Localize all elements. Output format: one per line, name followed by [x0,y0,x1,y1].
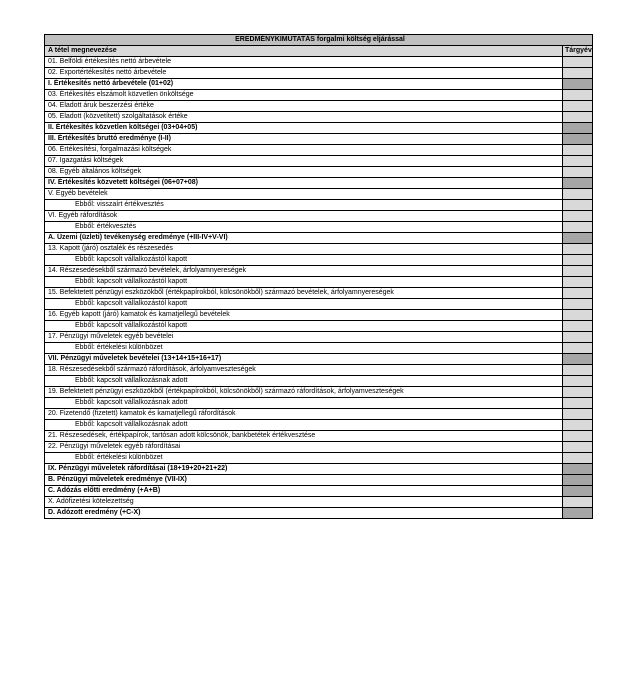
title-row [45,35,593,46]
row-label-cell[interactable]: VI. Egyéb ráfordítások [45,211,563,222]
table-row [45,134,593,145]
row-label-cell[interactable]: B. Pénzügyi műveletek eredménye (VII-IX) [45,475,563,486]
table-row [45,321,593,332]
row-label-cell[interactable]: 13. Kapott (járó) osztalék és részesedés [45,244,563,255]
table-row [45,79,593,90]
row-label-cell[interactable]: Ebből: kapcsolt vállalkozásnak adott [45,376,563,387]
table-row [45,68,593,79]
table-row [45,497,593,508]
value-cell[interactable] [562,398,592,409]
table-row [45,464,593,475]
table-row [45,398,593,409]
value-cell[interactable] [562,409,592,420]
table-row [45,376,593,387]
table-row [45,200,593,211]
value-cell[interactable] [562,365,592,376]
value-cell[interactable] [562,189,592,200]
value-cell[interactable] [562,90,592,101]
row-label-cell[interactable]: VII. Pénzügyi műveletek bevételei (13+14+15+16+17) [45,354,563,365]
table-row [45,255,593,266]
table-row [45,442,593,453]
table-row [45,409,593,420]
value-cell[interactable] [562,332,592,343]
row-label-cell[interactable]: Ebből: kapcsolt vállalkozástól kapott [45,277,563,288]
row-label-cell[interactable]: 06. Értékesítési, forgalmazási költségek [45,145,563,156]
value-cell[interactable] [562,354,592,365]
table-row [45,288,593,299]
value-cell[interactable] [562,123,592,134]
row-label-cell[interactable]: Ebből: visszaírt értékvesztés [45,200,563,211]
table-row [45,145,593,156]
table-row [45,354,593,365]
row-label-cell[interactable]: III. Értékesítés bruttó eredménye (I-II) [45,134,563,145]
table-row [45,167,593,178]
row-label-cell[interactable]: 17. Pénzügyi műveletek egyéb bevételei [45,332,563,343]
value-cell[interactable] [562,145,592,156]
value-cell[interactable] [562,442,592,453]
row-label-cell[interactable]: Ebből: kapcsolt vállalkozásnak adott [45,398,563,409]
value-cell[interactable] [562,255,592,266]
row-label-cell[interactable]: II. Értékesítés közvetlen költségei (03+04+05) [45,123,563,134]
table-row [45,123,593,134]
row-label-cell[interactable]: Ebből: kapcsolt vállalkozásnak adott [45,420,563,431]
table-row [45,178,593,189]
row-label-cell[interactable]: Ebből: kapcsolt vállalkozástól kapott [45,321,563,332]
table-row [45,277,593,288]
row-label-cell[interactable]: 18. Részesedésekből származó ráfordítások, árfolyamveszteségek [45,365,563,376]
table-row [45,508,593,519]
table-row [45,90,593,101]
table-body [45,35,593,519]
value-cell[interactable] [562,200,592,211]
row-label-cell[interactable]: X. Adófizetési kötelezettség [45,497,563,508]
value-cell[interactable] [562,321,592,332]
value-cell[interactable] [562,453,592,464]
header-year-cell[interactable]: Tárgyév [562,46,592,57]
row-label-cell[interactable]: 05. Eladott (közvetített) szolgáltatások értéke [45,112,563,123]
table-row [45,189,593,200]
value-cell[interactable] [562,233,592,244]
table-title: EREDMÉNYKIMUTATÁS forgalmi költség eljárással [45,35,593,46]
table-row [45,112,593,123]
row-label-cell[interactable]: D. Adózott eredmény (+C-X) [45,508,563,519]
row-label-cell[interactable]: 14. Részesedésekből származó bevételek, árfolyamnyereségek [45,266,563,277]
table-row [45,244,593,255]
row-label-cell[interactable]: 01. Belföldi értékesítés nettó árbevétele [45,57,563,68]
row-label-cell[interactable]: Ebből: értékelési különbözet [45,453,563,464]
row-label-cell[interactable]: 22. Pénzügyi műveletek egyéb ráfordításai [45,442,563,453]
value-cell[interactable] [562,266,592,277]
row-label-cell[interactable]: Ebből: kapcsolt vállalkozástól kapott [45,299,563,310]
value-cell[interactable] [562,79,592,90]
value-cell[interactable] [562,156,592,167]
value-cell[interactable] [562,464,592,475]
value-cell[interactable] [562,134,592,145]
table-row [45,211,593,222]
row-label-cell[interactable]: C. Adózás előtti eredmény (+A+B) [45,486,563,497]
row-label-cell[interactable]: 04. Eladott áruk beszerzési értéke [45,101,563,112]
income-statement-table [44,34,593,519]
row-label-cell[interactable]: IX. Pénzügyi műveletek ráfordításai (18+19+20+21+22) [45,464,563,475]
value-cell[interactable] [562,222,592,233]
value-cell[interactable] [562,167,592,178]
table-row [45,101,593,112]
row-label-cell[interactable]: Ebből: értékvesztés [45,222,563,233]
table-row [45,156,593,167]
row-label-cell[interactable]: 02. Exportértékesítés nettó árbevétele [45,68,563,79]
value-cell[interactable] [562,310,592,321]
row-label-cell[interactable]: 20. Fizetendő (fizetett) kamatok és kamatjellegű ráfordítások [45,409,563,420]
table-row [45,486,593,497]
row-label-cell[interactable]: I. Értékesítés nettó árbevétele (01+02) [45,79,563,90]
row-label-cell[interactable]: A. Üzemi (üzleti) tevékenység eredménye (+III-IV+V-VI) [45,233,563,244]
table-row [45,431,593,442]
value-cell[interactable] [562,387,592,398]
row-label-cell[interactable]: 07. Igazgatási költségek [45,156,563,167]
value-cell[interactable] [562,376,592,387]
value-cell[interactable] [562,420,592,431]
value-cell[interactable] [562,508,592,519]
table-row [45,299,593,310]
value-cell[interactable] [562,277,592,288]
value-cell[interactable] [562,431,592,442]
table-row [45,387,593,398]
value-cell[interactable] [562,497,592,508]
value-cell[interactable] [562,57,592,68]
header-row [45,46,593,57]
header-name-cell[interactable]: A tétel megnevezése [45,46,563,57]
row-label-cell[interactable]: 16. Egyéb kapott (járó) kamatok és kamatjellegű bevételek [45,310,563,321]
table-row [45,343,593,354]
row-label-cell[interactable]: 19. Befektetett pénzügyi eszközökből (értékpapírokból, kölcsönökből) származó ráfordítások, árfolyamveszteségek [45,387,563,398]
value-cell[interactable] [562,486,592,497]
table-row [45,233,593,244]
table-row [45,365,593,376]
value-cell[interactable] [562,178,592,189]
row-label-cell[interactable]: 21. Részesedések, értékpapírok, tartósan adott kölcsönök, bankbetétek értékvesztése [45,431,563,442]
table-row [45,453,593,464]
row-label-cell[interactable]: 15. Befektetett pénzügyi eszközökből (értékpapírokból, kölcsönökből) származó bevételek, árfolyamnyereségek [45,288,563,299]
row-label-cell[interactable]: V. Egyéb bevételek [45,189,563,200]
value-cell[interactable] [562,343,592,354]
table-row [45,266,593,277]
row-label-cell[interactable]: 08. Egyéb általános költségek [45,167,563,178]
table-row [45,332,593,343]
table-row [45,420,593,431]
table-row [45,475,593,486]
value-cell[interactable] [562,211,592,222]
table-row [45,57,593,68]
value-cell[interactable] [562,288,592,299]
value-cell[interactable] [562,299,592,310]
value-cell[interactable] [562,101,592,112]
value-cell[interactable] [562,112,592,123]
value-cell[interactable] [562,244,592,255]
row-label-cell[interactable]: IV. Értékesítés közvetett költségei (06+07+08) [45,178,563,189]
row-label-cell[interactable]: Ebből: értékelési különbözet [45,343,563,354]
value-cell[interactable] [562,68,592,79]
table-row [45,310,593,321]
row-label-cell[interactable]: 03. Értékesítés elszámolt közvetlen önköltsége [45,90,563,101]
table-row [45,222,593,233]
row-label-cell[interactable]: Ebből: kapcsolt vállalkozástól kapott [45,255,563,266]
value-cell[interactable] [562,475,592,486]
